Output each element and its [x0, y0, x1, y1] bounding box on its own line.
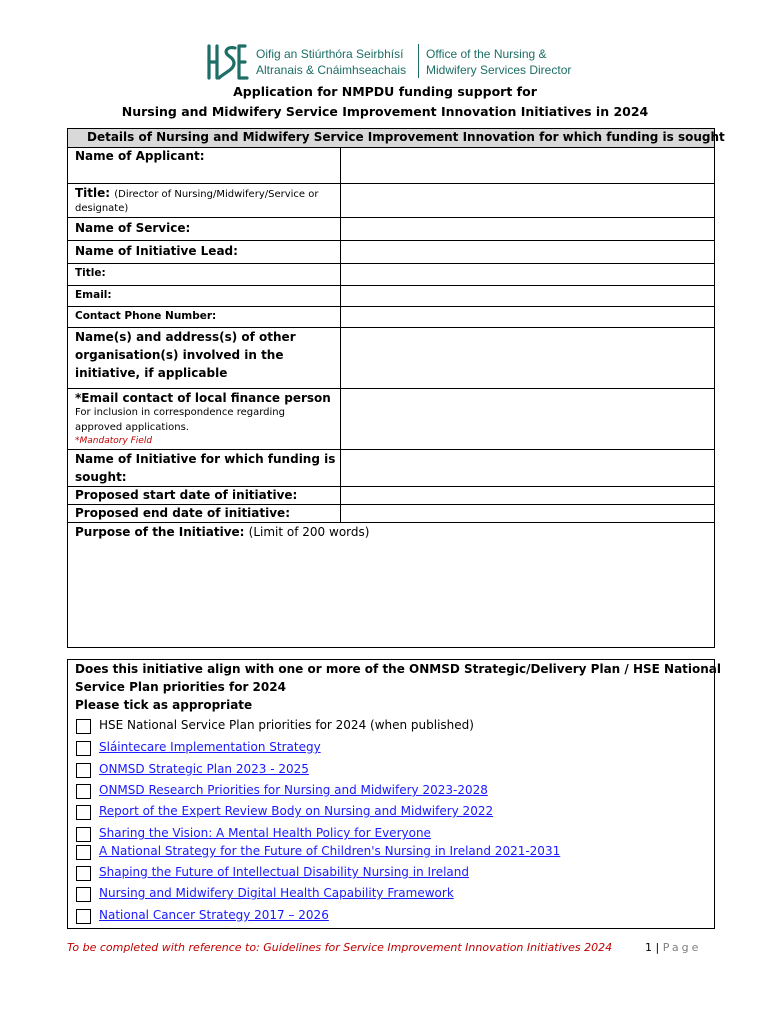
option-link[interactable]: ONMSD Research Priorities for Nursing and Midwifery 2023-2028 [99, 783, 488, 797]
end-date-field[interactable] [341, 505, 714, 522]
service-name-label: Name of Service: [75, 221, 191, 235]
option-link[interactable]: Shaping the Future of Intellectual Disability Nursing in Ireland [99, 865, 469, 879]
finance-email-field[interactable] [341, 389, 714, 449]
org-irish-line2: Altranais & Cnáimhseachais [256, 63, 407, 77]
option-label: HSE National Service Plan priorities for 2024 (when published) [99, 718, 474, 732]
document-title-line1: Application for NMPDU funding support for [233, 84, 537, 99]
initiative-name-label-line1: Name of Initiative for which funding is [75, 452, 336, 466]
alignment-question-line2: Service Plan priorities for 2024 [75, 680, 286, 694]
option-checkbox[interactable] [76, 827, 91, 842]
details-table-header: Details of Nursing and Midwifery Service Improvement Innovation for which funding is sought [87, 130, 725, 144]
other-orgs-field[interactable] [341, 328, 714, 388]
title-label [75, 185, 318, 204]
option-link[interactable]: A National Strategy for the Future of Children's Nursing in Ireland 2021-2031 [99, 844, 561, 858]
option-checkbox[interactable] [76, 845, 91, 860]
option-link[interactable]: Sharing the Vision: A Mental Health Policy for Everyone [99, 826, 431, 840]
other-orgs-label-line2: organisation(s) involved in the [75, 348, 284, 362]
page-separator: | [655, 941, 660, 954]
finance-note-line2: approved applications. [75, 422, 189, 433]
option-link[interactable]: Nursing and Midwifery Digital Health Capability Framework [99, 886, 454, 900]
alignment-instruction: Please tick as appropriate [75, 698, 253, 712]
footer-reference: To be completed with reference to: Guidelines for Service Improvement Innovation Initiatives 2024 [67, 941, 613, 954]
title-hint-line2: designate) [75, 203, 129, 214]
option-checkbox[interactable] [76, 805, 91, 820]
option-checkbox[interactable] [76, 887, 91, 902]
end-date-label: Proposed end date of initiative: [75, 506, 290, 520]
lead-email-label: Email: [75, 289, 112, 301]
lead-title-field[interactable] [341, 264, 714, 285]
option-link[interactable]: Report of the Expert Review Body on Nursing and Midwifery 2022 [99, 804, 494, 818]
org-english-line1: Office of the Nursing & [426, 47, 547, 61]
title-hint: (Director of Nursing/Midwifery/Service or [114, 189, 319, 200]
hse-logo-icon [205, 42, 249, 82]
title-label-text: Title: [75, 186, 111, 200]
initiative-name-field[interactable] [341, 450, 714, 486]
option-checkbox[interactable] [76, 866, 91, 881]
option-link[interactable]: National Cancer Strategy 2017 – 2026 [99, 908, 329, 922]
option-checkbox[interactable] [76, 719, 91, 734]
org-english-line2: Midwifery Services Director [426, 63, 572, 77]
purpose-hint: (Limit of 200 words) [248, 525, 370, 539]
purpose-field[interactable] [68, 543, 714, 647]
page-word: Page [662, 941, 702, 954]
finance-note-line1: For inclusion in correspondence regarding [75, 407, 285, 418]
option-checkbox[interactable] [76, 909, 91, 924]
footer-page-number [645, 941, 701, 954]
option-checkbox[interactable] [76, 763, 91, 778]
option-checkbox[interactable] [76, 784, 91, 799]
mandatory-note: *Mandatory Field [75, 436, 153, 446]
lead-phone-field[interactable] [341, 307, 714, 327]
lead-phone-label: Contact Phone Number: [75, 310, 217, 322]
document-title-line2: Nursing and Midwifery Service Improvement Innovation Initiatives in 2024 [121, 104, 649, 119]
start-date-field[interactable] [341, 487, 714, 504]
finance-email-label: *Email contact of local finance person [75, 391, 331, 405]
applicant-name-label: Name of Applicant: [75, 149, 205, 163]
org-irish-line1: Oifig an Stiúrthóra Seirbhísí [256, 47, 404, 61]
purpose-label-text: Purpose of the Initiative: [75, 525, 245, 539]
lead-title-label: Title: [75, 267, 106, 279]
option-link[interactable]: ONMSD Strategic Plan 2023 - 2025 [99, 762, 309, 776]
initiative-lead-label: Name of Initiative Lead: [75, 244, 238, 258]
logo-divider [418, 44, 419, 78]
lead-email-field[interactable] [341, 286, 714, 306]
start-date-label: Proposed start date of initiative: [75, 488, 298, 502]
service-name-field[interactable] [341, 218, 714, 240]
other-orgs-label-line1: Name(s) and address(s) of other [75, 330, 296, 344]
initiative-name-label-line2: sought: [75, 470, 127, 484]
page-number: 1 [645, 941, 652, 954]
initiative-lead-field[interactable] [341, 241, 714, 263]
title-field[interactable] [341, 184, 714, 217]
applicant-name-field[interactable] [341, 148, 714, 183]
option-link[interactable]: Sláintecare Implementation Strategy [99, 740, 321, 754]
purpose-label [75, 524, 369, 542]
other-orgs-label-line3: initiative, if applicable [75, 366, 228, 380]
option-checkbox[interactable] [76, 741, 91, 756]
alignment-question-line1: Does this initiative align with one or more of the ONMSD Strategic/Delivery Plan / HSE National [75, 662, 722, 676]
